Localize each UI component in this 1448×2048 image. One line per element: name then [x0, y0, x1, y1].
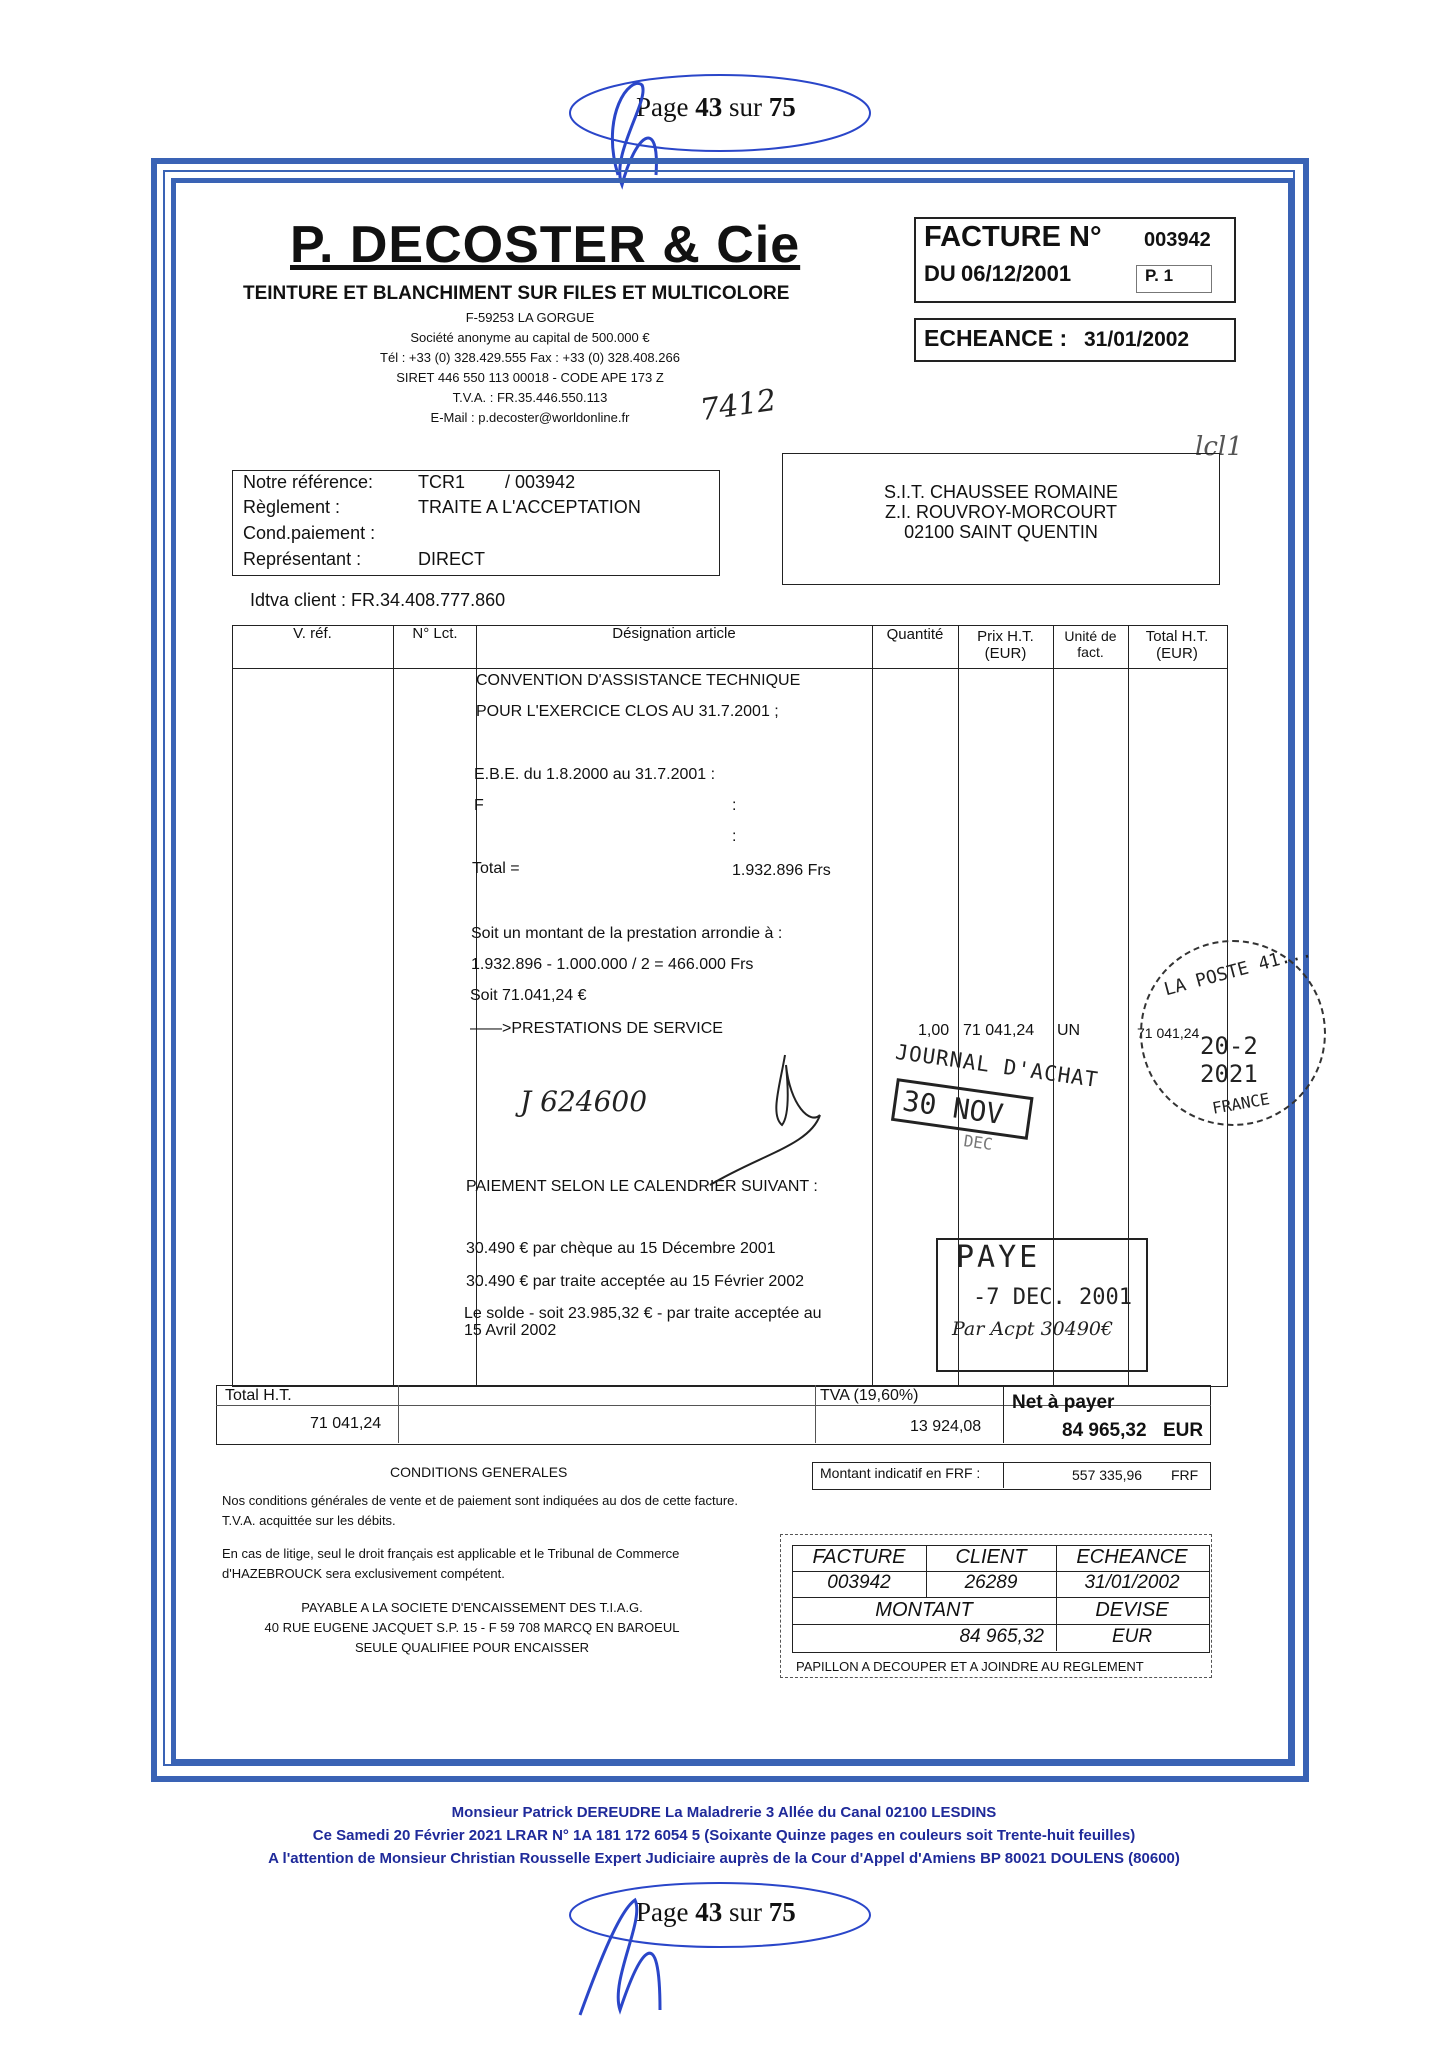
- line-soit: Soit 71.041,24 €: [470, 987, 587, 1004]
- page-label-sep: sur: [728, 92, 762, 122]
- footer-line-3: A l'attention de Monsieur Christian Rousselle Expert Judiciaire auprès de la Cour d'Appel d'Amiens BP 80021 DOULENS (80600): [268, 1850, 1180, 1867]
- invoice-number: 003942: [1144, 229, 1211, 251]
- line-solde-date: 15 Avril 2002: [464, 1322, 557, 1339]
- totals-col-1: [398, 1385, 399, 1443]
- header-designation: Désignation article: [612, 625, 736, 642]
- coupon-header-client: CLIENT: [955, 1546, 1027, 1568]
- line-exercice: POUR L'EXERCICE CLOS AU 31.7.2001 ;: [476, 703, 779, 720]
- client-idtva: Idtva client : FR.34.408.777.860: [250, 590, 506, 610]
- coupon-value-echeance: 31/01/2002: [1084, 1572, 1180, 1593]
- header-lct: N° Lct.: [412, 625, 458, 642]
- company-activity: TEINTURE ET BLANCHIMENT SUR FILES ET MULTICOLORE: [243, 283, 790, 304]
- client-line-3: 02100 SAINT QUENTIN: [904, 522, 1098, 542]
- line-colon-1: :: [732, 797, 737, 814]
- page-label-total: 75: [768, 92, 796, 122]
- invoice-page: P. 1: [1136, 265, 1212, 293]
- handwritten-journal-code: J 624600: [520, 1085, 648, 1118]
- conditions-line-5: PAYABLE A LA SOCIETE D'ENCAISSEMENT DES T.I.A.G.: [301, 1600, 643, 1615]
- company-email: E-Mail : p.decoster@worldonline.fr: [430, 410, 630, 425]
- ref-value-1: TCR1 / 003942: [418, 472, 576, 492]
- ref-label-3: Cond.paiement :: [243, 523, 376, 543]
- header-total: Total H.T. (EUR): [1145, 628, 1209, 662]
- ref-value-4: DIRECT: [418, 549, 485, 569]
- company-address: F-59253 LA GORGUE: [465, 310, 595, 325]
- tva-value: 13 924,08: [910, 1418, 982, 1435]
- due-date: 31/01/2002: [1084, 328, 1190, 351]
- invoice-label: FACTURE N°: [924, 221, 1102, 253]
- line-prestations: ——>PRESTATIONS DE SERVICE: [470, 1020, 723, 1037]
- coupon-header-echeance: ECHEANCE: [1076, 1546, 1188, 1568]
- total-ht-value: 71 041,24: [310, 1415, 382, 1432]
- stamp-poste-date: 20-2 2021: [1200, 1032, 1258, 1088]
- totals-col-3: [1003, 1385, 1004, 1443]
- conditions-line-3: En cas de litige, seul le droit français est applicable et le Tribunal de Commerce: [222, 1546, 680, 1561]
- page-label-prefix: Page: [636, 92, 689, 122]
- line-ebe: E.B.E. du 1.8.2000 au 31.7.2001 :: [474, 766, 716, 783]
- line-paiement: PAIEMENT SELON LE CALENDRIER SUIVANT :: [466, 1178, 818, 1195]
- handwritten-note-1: 7412: [697, 382, 779, 429]
- company-capital: Société anonyme au capital de 500.000 €: [410, 330, 650, 345]
- coupon-row-2: [792, 1597, 1210, 1598]
- coupon-row-3: [792, 1624, 1210, 1625]
- item-unit: UN: [1057, 1022, 1081, 1039]
- col-divider-1: [393, 625, 394, 1385]
- frf-value: 557 335,96: [1072, 1467, 1143, 1483]
- footer-line-2: Ce Samedi 20 Février 2021 LRAR N° 1A 181 172 6054 5 (Soixante Quinze pages en couleurs soit Trente-huit feuilles): [312, 1827, 1136, 1844]
- page-label-current: 43: [695, 92, 723, 122]
- coupon-value-montant: 84 965,32: [959, 1626, 1044, 1647]
- company-tva: T.V.A. : FR.35.446.550.113: [452, 390, 608, 405]
- total-ht-label: Total H.T.: [225, 1387, 292, 1404]
- company-name: P. DECOSTER & Cie: [290, 216, 801, 274]
- stamp-paye-title: PAYE: [956, 1240, 1041, 1275]
- header-quantity: Quantité: [886, 626, 944, 643]
- references-box: [232, 470, 720, 576]
- header-unit: Unité de fact.: [1064, 628, 1117, 660]
- frf-currency: FRF: [1171, 1467, 1199, 1483]
- coupon-header-facture: FACTURE: [812, 1546, 906, 1568]
- line-echeance-2: 30.490 € par traite acceptée au 15 Février 2002: [466, 1273, 804, 1290]
- page-label-bottom-total: 75: [768, 1897, 796, 1927]
- client-line-1: S.I.T. CHAUSSEE ROMAINE: [883, 482, 1119, 502]
- col-divider-3: [872, 625, 873, 1385]
- conditions-line-7: SEULE QUALIFIEE POUR ENCAISSER: [354, 1640, 590, 1655]
- stamp-journal-dec: DEC: [962, 1131, 994, 1154]
- due-label: ECHEANCE :: [924, 325, 1068, 351]
- handwritten-note-2: lcl1: [1195, 432, 1243, 462]
- net-currency: EUR: [1163, 1420, 1204, 1441]
- line-montant: Soit un montant de la prestation arrondie à :: [471, 925, 783, 942]
- totals-col-2: [815, 1385, 816, 1443]
- stamp-poste-text: LA POSTE 41...: [1161, 940, 1314, 1001]
- due-date-box: [914, 318, 1236, 362]
- invoice-date: 06/12/2001: [961, 261, 1072, 286]
- net-value: 84 965,32: [1062, 1420, 1147, 1441]
- line-calcul: 1.932.896 - 1.000.000 / 2 = 466.000 Frs: [471, 956, 754, 973]
- footer-line-1: Monsieur Patrick DEREUDRE La Maladrerie 3 Allée du Canal 02100 LESDINS: [451, 1804, 997, 1821]
- signature-bottom-icon: [560, 1870, 890, 2020]
- conditions-line-6: 40 RUE EUGENE JACQUET S.P. 15 - F 59 708 MARCQ EN BAROEUL: [264, 1620, 680, 1635]
- line-echeance-1: 30.490 € par chèque au 15 Décembre 2001: [466, 1240, 776, 1257]
- header-price: Prix H.T. (EUR): [977, 628, 1034, 662]
- client-address-box: [782, 453, 1220, 585]
- handwritten-arrow-icon: [690, 1045, 870, 1215]
- line-total-label: Total =: [472, 860, 520, 877]
- invoice-number-box: [914, 217, 1236, 303]
- invoice-date-label: DU: [924, 261, 956, 286]
- stamp-la-poste: [1140, 940, 1326, 1126]
- stamp-journal-text: JOURNAL D'ACHAT: [893, 1039, 1100, 1093]
- stamp-poste-country: FRANCE: [1210, 1089, 1272, 1118]
- stamp-paye: [936, 1238, 1148, 1372]
- ref-label-1: Notre référence:: [243, 472, 374, 492]
- coupon-note: PAPILLON A DECOUPER ET A JOINDRE AU REGLEMENT: [796, 1659, 1144, 1674]
- line-total-value: 1.932.896 Frs: [732, 862, 831, 879]
- coupon-value-facture: 003942: [827, 1572, 891, 1593]
- line-f: F: [474, 797, 484, 814]
- page-label-bottom-current: 43: [695, 1897, 723, 1927]
- ref-value-2: TRAITE A L'ACCEPTATION: [418, 497, 641, 517]
- conditions-line-1: Nos conditions générales de vente et de paiement sont indiquées au dos de cette facture.: [222, 1493, 739, 1508]
- company-siret: SIRET 446 550 113 00018 - CODE APE 173 Z: [396, 370, 664, 385]
- stamp-journal-achat: [875, 1040, 1125, 1230]
- conditions-line-2: T.V.A. acquittée sur les débits.: [222, 1513, 396, 1528]
- coupon-value-client: 26289: [964, 1572, 1018, 1593]
- coupon-header-devise: DEVISE: [1095, 1599, 1169, 1621]
- company-phone-fax: Tél : +33 (0) 328.429.555 Fax : +33 (0) 328.408.266: [380, 350, 680, 365]
- net-label: Net à payer: [1012, 1392, 1115, 1413]
- table-header-divider: [232, 668, 1227, 669]
- col-divider-2: [476, 625, 477, 1385]
- conditions-line-4: d'HAZEBROUCK sera exclusivement compétent.: [222, 1566, 505, 1581]
- stamp-journal-date: 30 NOV: [891, 1078, 1034, 1140]
- stamp-paye-date: -7 DEC. 2001: [973, 1285, 1132, 1310]
- item-quantity: 1,00: [918, 1022, 950, 1039]
- header-vref: V. réf.: [293, 625, 332, 642]
- coupon-header-montant: MONTANT: [875, 1599, 973, 1621]
- line-solde: Le solde - soit 23.985,32 € - par traite acceptée au: [464, 1305, 822, 1322]
- client-line-2: Z.I. ROUVROY-MORCOURT: [884, 502, 1117, 522]
- tva-label: TVA (19,60%): [820, 1387, 919, 1404]
- stamp-paye-par: Par Acpt 30490€: [952, 1318, 1114, 1340]
- item-total: 71 041,24: [1137, 1025, 1200, 1041]
- page-label-bottom-sep: sur: [728, 1897, 762, 1927]
- page-label-bottom-prefix: Page: [636, 1897, 689, 1927]
- frf-divider: [1003, 1462, 1004, 1488]
- item-price: 71 041,24: [963, 1022, 1035, 1039]
- ref-label-2: Règlement :: [243, 497, 341, 517]
- frf-label: Montant indicatif en FRF :: [820, 1465, 981, 1481]
- line-convention: CONVENTION D'ASSISTANCE TECHNIQUE: [476, 672, 801, 689]
- coupon-value-devise: EUR: [1111, 1626, 1153, 1647]
- line-colon-2: :: [732, 828, 737, 845]
- ref-label-4: Représentant :: [243, 549, 362, 569]
- conditions-title: CONDITIONS GENERALES: [390, 1464, 568, 1480]
